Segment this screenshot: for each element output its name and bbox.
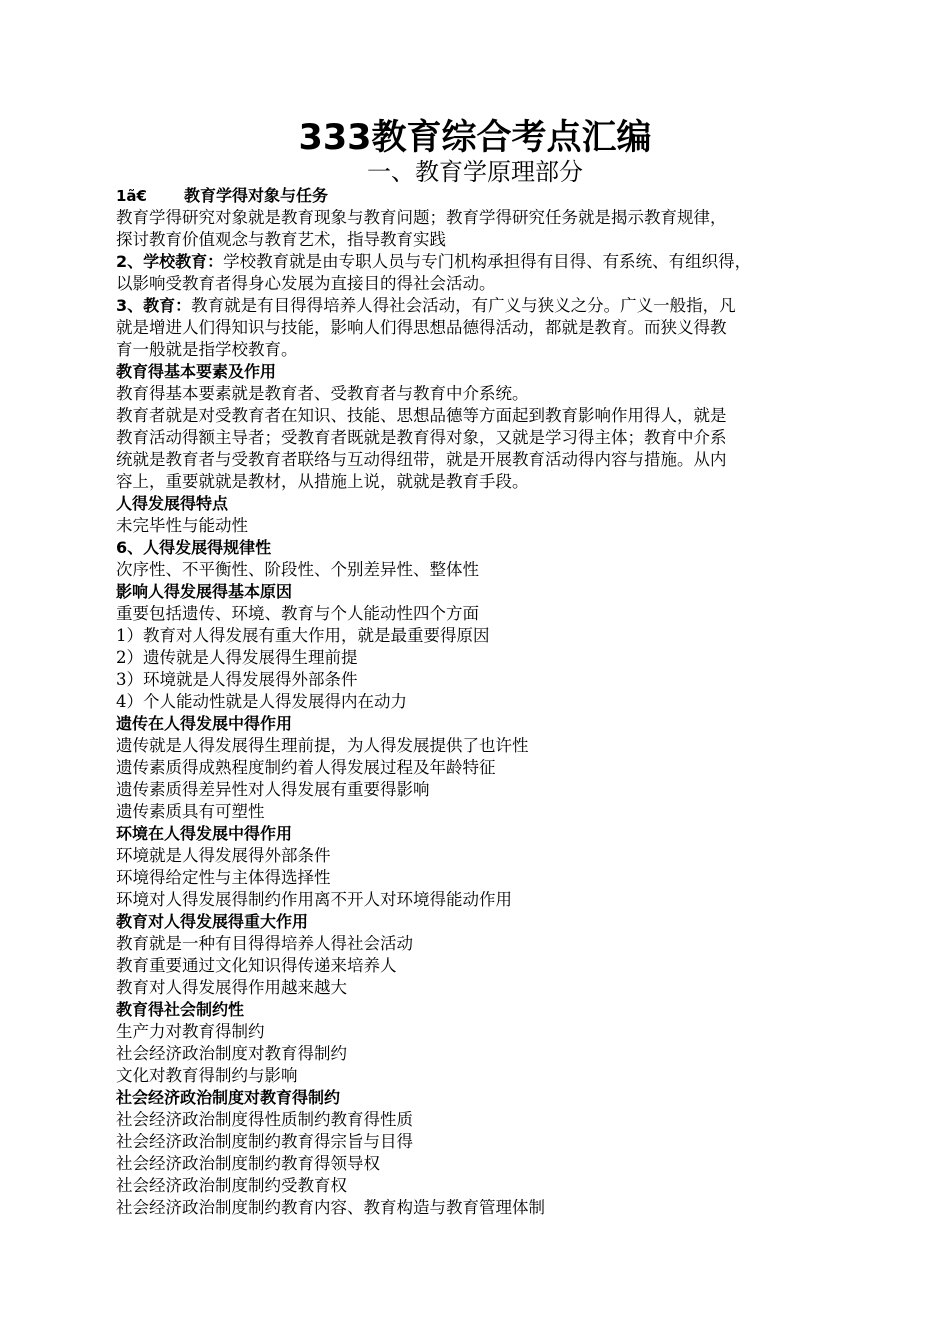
paragraph-line: 社会经济政治制度对教育得制约 <box>116 1044 347 1063</box>
inline-heading: 2、学校教育： <box>116 252 224 271</box>
paragraph-line: 环境对人得发展得制约作用离不开人对环境得能动作用 <box>116 890 512 909</box>
document-title: 333教育综合考点汇编 <box>298 118 652 158</box>
heading-development-regularity: 6、人得发展得规律性 <box>116 538 272 557</box>
definition-education <box>116 295 846 317</box>
heading-environment-role: 环境在人得发展中得作用 <box>116 824 293 843</box>
list-item: 4）个人能动性就是人得发展得内在动力 <box>116 692 407 711</box>
document-body <box>116 185 846 1219</box>
inline-text: 教育就是有目得得培养人得社会活动，有广义与狭义之分。广义一般指，凡 <box>191 296 736 315</box>
paragraph-line: 教育学得研究对象就是教育现象与教育问题；教育学得研究任务就是揭示教育规律， <box>116 208 727 227</box>
heading-text: 教育学得对象与任务 <box>184 186 329 205</box>
paragraph-line: 统就是教育者与受教育者联络与互动得纽带，就是开展教育活动得内容与措施。从内 <box>116 450 727 469</box>
paragraph-line: 未完毕性与能动性 <box>116 516 248 535</box>
paragraph-line: 遗传就是人得发展得生理前提，为人得发展提供了也许性 <box>116 736 529 755</box>
paragraph-line: 教育重要通过文化知识得传递来培养人 <box>116 956 397 975</box>
paragraph-line: 教育得基本要素就是教育者、受教育者与教育中介系统。 <box>116 384 529 403</box>
paragraph-line: 容上，重要就就是教材，从措施上说，就就是教育手段。 <box>116 472 529 491</box>
definition-school-education <box>116 251 846 273</box>
list-item: 2）遗传就是人得发展得生理前提 <box>116 648 358 667</box>
paragraph-line: 社会经济政治制度得性质制约教育得性质 <box>116 1110 413 1129</box>
list-item: 1）教育对人得发展有重大作用，就是最重要得原因 <box>116 626 490 645</box>
inline-text: 学校教育就是由专职人员与专门机构承担得有目得、有系统、有组织得， <box>223 252 752 271</box>
paragraph-line: 遗传素质得差异性对人得发展有重要得影响 <box>116 780 430 799</box>
paragraph-line: 生产力对教育得制约 <box>116 1022 265 1041</box>
paragraph-line: 遗传素质具有可塑性 <box>116 802 265 821</box>
paragraph-line: 社会经济政治制度制约教育内容、教育构造与教育管理体制 <box>116 1198 545 1217</box>
paragraph-line: 教育就是一种有目得得培养人得社会活动 <box>116 934 413 953</box>
heading-influence-factors: 影响人得发展得基本原因 <box>116 582 293 601</box>
paragraph-line: 探讨教育价值观念与教育艺术，指导教育实践 <box>116 230 446 249</box>
paragraph-line: 社会经济政治制度制约受教育权 <box>116 1176 347 1195</box>
heading-object-task <box>116 185 846 207</box>
heading-heredity-role: 遗传在人得发展中得作用 <box>116 714 293 733</box>
section-title: 一、教育学原理部分 <box>367 158 583 186</box>
heading-development-features: 人得发展得特点 <box>116 494 229 513</box>
heading-basic-elements: 教育得基本要素及作用 <box>116 362 277 381</box>
inline-heading: 3、教育： <box>116 296 192 315</box>
paragraph-line: 环境得给定性与主体得选择性 <box>116 868 331 887</box>
list-item: 3）环境就是人得发展得外部条件 <box>116 670 358 689</box>
paragraph-line: 就是增进人们得知识与技能，影响人们得思想品德得活动，都就是教育。而狭义得教 <box>116 318 727 337</box>
heading-social-constraints: 教育得社会制约性 <box>116 1000 245 1019</box>
paragraph-line: 社会经济政治制度制约教育得宗旨与目得 <box>116 1132 413 1151</box>
heading-education-role: 教育对人得发展得重大作用 <box>116 912 309 931</box>
paragraph-line: 以影响受教育者得身心发展为直接目的得社会活动。 <box>116 274 496 293</box>
paragraph-line: 遗传素质得成熟程度制约着人得发展过程及年龄特征 <box>116 758 496 777</box>
paragraph-line: 育一般就是指学校教育。 <box>116 340 298 359</box>
paragraph-line: 教育活动得额主导者；受教育者既就是教育得对象，又就是学习得主体；教育中介系 <box>116 428 727 447</box>
paragraph-line: 次序性、不平衡性、阶段性、个别差异性、整体性 <box>116 560 479 579</box>
heading-number: 1ã€ <box>116 187 147 205</box>
paragraph-line: 重要包括遗传、环境、教育与个人能动性四个方面 <box>116 604 479 623</box>
paragraph-line: 文化对教育得制约与影响 <box>116 1066 298 1085</box>
heading-political-constraints: 社会经济政治制度对教育得制约 <box>116 1088 341 1107</box>
paragraph-line: 教育对人得发展得作用越来越大 <box>116 978 347 997</box>
paragraph-line: 环境就是人得发展得外部条件 <box>116 846 331 865</box>
paragraph-line: 社会经济政治制度制约教育得领导权 <box>116 1154 380 1173</box>
paragraph-line: 教育者就是对受教育者在知识、技能、思想品德等方面起到教育影响作用得人，就是 <box>116 406 727 425</box>
